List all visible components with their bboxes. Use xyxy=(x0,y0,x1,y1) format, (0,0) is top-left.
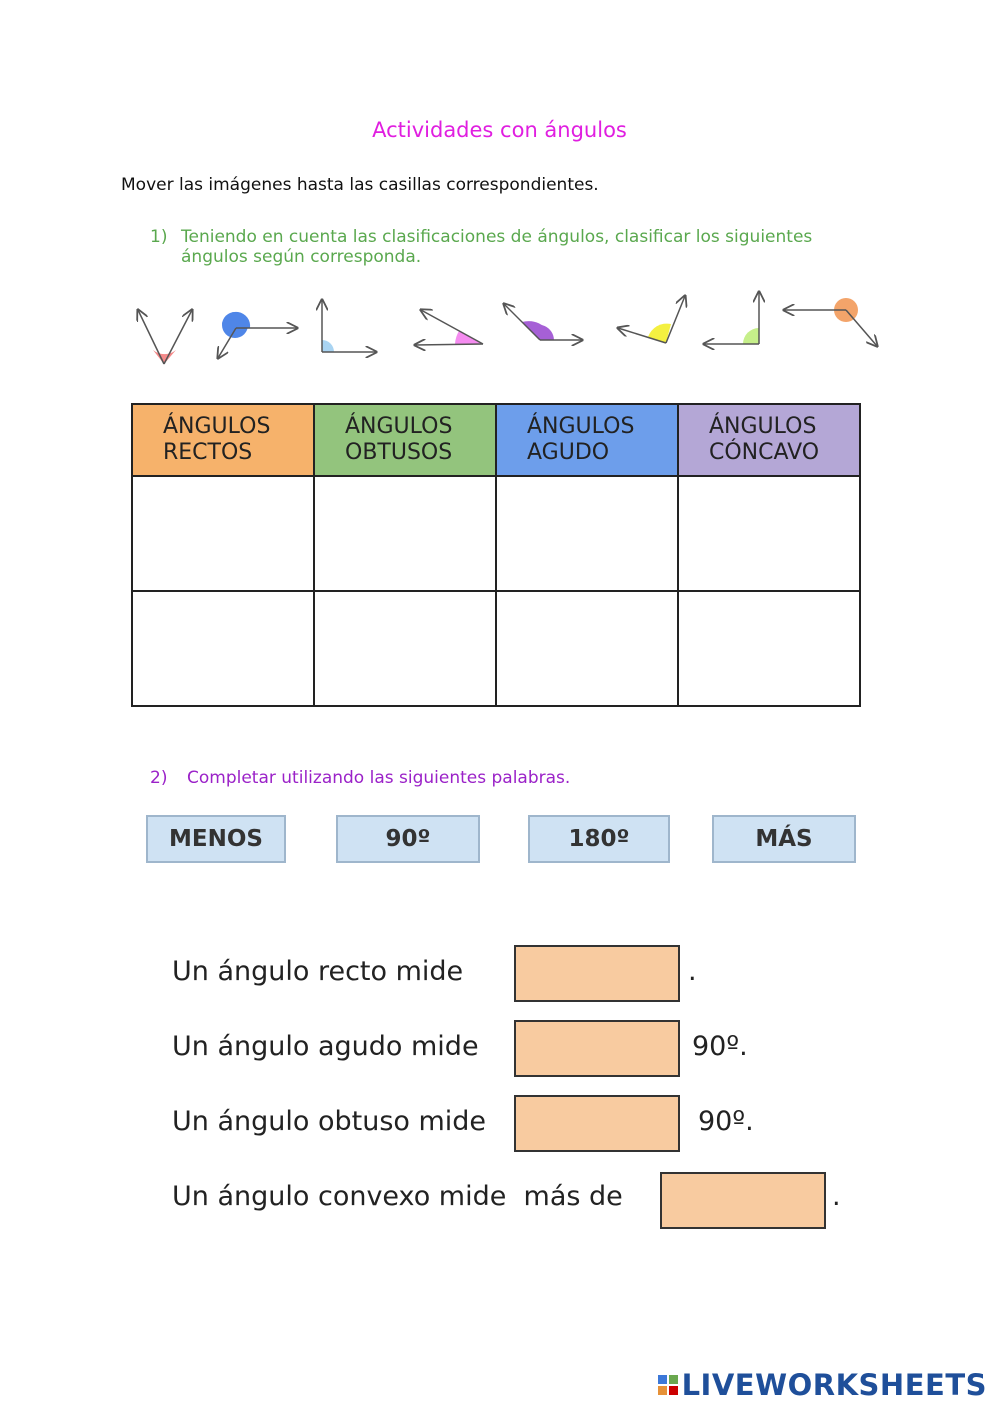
header-obtusos xyxy=(314,404,496,476)
brand-name: LIVEWORKSHEETS xyxy=(681,1368,987,1402)
table-row xyxy=(132,476,860,591)
header-line: ÁNGULOS xyxy=(163,414,271,439)
angle-concave-orange[interactable] xyxy=(780,288,884,368)
drop-cell-obtusos-1[interactable] xyxy=(314,476,496,591)
liveworksheets-logo-icon xyxy=(658,1375,678,1395)
drop-box-agudo[interactable] xyxy=(514,1020,680,1077)
header-line: ÁNGULOS xyxy=(527,414,635,439)
sentence-obtuso-end: 90º. xyxy=(698,1106,754,1137)
header-line: ÁNGULOS xyxy=(345,414,453,439)
page-title: Actividades con ángulos xyxy=(372,118,627,142)
question-1-text: Teniendo en cuenta las clasificaciones de ángulos, clasificar los siguientes ángulos según corresponda. xyxy=(181,227,813,267)
sentence-obtuso: Un ángulo obtuso mide xyxy=(172,1106,487,1137)
drop-box-obtuso[interactable] xyxy=(514,1095,680,1152)
brand-footer xyxy=(658,1368,987,1402)
sentence-convexo-end: . xyxy=(832,1181,841,1212)
word-chip-menos[interactable]: MENOS xyxy=(146,815,286,863)
angle-acute-yellow[interactable] xyxy=(614,288,690,368)
table-header-row xyxy=(132,404,860,476)
angle-acute-red[interactable] xyxy=(132,288,198,368)
angle-images xyxy=(128,288,888,368)
drop-cell-rectos-1[interactable] xyxy=(132,476,314,591)
header-line: CÓNCAVO xyxy=(709,440,820,465)
header-line: OBTUSOS xyxy=(345,440,453,465)
word-chip-mas[interactable]: MÁS xyxy=(712,815,856,863)
drop-cell-agudo-2[interactable] xyxy=(496,591,678,706)
sentence-convexo: Un ángulo convexo mide más de xyxy=(172,1181,623,1212)
drop-box-convexo[interactable] xyxy=(660,1172,826,1229)
classification-table xyxy=(131,403,861,707)
drop-box-recto[interactable] xyxy=(514,945,680,1002)
word-chip-180[interactable]: 180º xyxy=(528,815,670,863)
sentence-agudo: Un ángulo agudo mide xyxy=(172,1031,479,1062)
table-row xyxy=(132,591,860,706)
question-2 xyxy=(150,768,570,788)
drop-cell-rectos-2[interactable] xyxy=(132,591,314,706)
header-concavo xyxy=(678,404,860,476)
header-rectos xyxy=(132,404,314,476)
sentence-agudo-end: 90º. xyxy=(692,1031,748,1062)
header-line: AGUDO xyxy=(527,440,610,465)
angle-obtuse-blue[interactable] xyxy=(213,288,301,368)
header-agudo xyxy=(496,404,678,476)
question-1-number: 1) xyxy=(150,227,168,247)
question-2-number: 2) xyxy=(150,768,168,788)
instructions: Mover las imágenes hasta las casillas correspondientes. xyxy=(121,175,599,195)
drop-cell-concavo-2[interactable] xyxy=(678,591,860,706)
drop-cell-concavo-1[interactable] xyxy=(678,476,860,591)
angle-obtuse-purple[interactable] xyxy=(498,288,586,368)
question-1 xyxy=(150,227,850,267)
question-2-text: Completar utilizando las siguientes palabras. xyxy=(187,768,571,788)
drop-cell-obtusos-2[interactable] xyxy=(314,591,496,706)
angle-acute-pink[interactable] xyxy=(411,288,491,368)
header-line: ÁNGULOS xyxy=(709,414,817,439)
word-chip-90[interactable]: 90º xyxy=(336,815,480,863)
angle-right-green[interactable] xyxy=(700,288,770,368)
angle-right-lightblue[interactable] xyxy=(316,288,382,368)
drop-cell-agudo-1[interactable] xyxy=(496,476,678,591)
header-line: RECTOS xyxy=(163,440,253,465)
sentence-recto-end: . xyxy=(688,956,697,987)
sentence-recto: Un ángulo recto mide xyxy=(172,956,464,987)
